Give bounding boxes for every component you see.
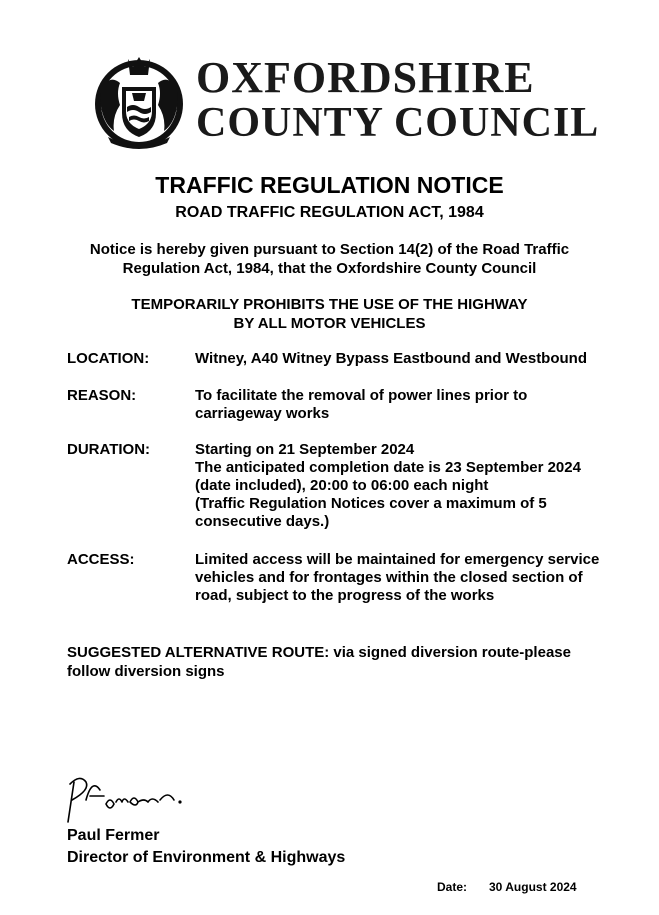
- duration-line: (date included), 20:00 to 06:00 each night: [195, 477, 489, 494]
- access-line: road, subject to the progress of the works: [195, 587, 495, 604]
- duration-label: DURATION:: [67, 441, 151, 458]
- council-crest-icon: [86, 49, 192, 151]
- intro-line: Notice is hereby given pursuant to Section 14(2) of the Road Traffic: [89, 241, 570, 258]
- council-name-line2: COUNTY COUNCIL: [196, 100, 600, 146]
- duration-value: [195, 441, 635, 531]
- council-name-line1: OXFORDSHIRE: [196, 53, 535, 102]
- signatory-name: Paul Fermer: [67, 827, 160, 844]
- access-value: [195, 551, 635, 605]
- alternative-route: [67, 643, 571, 681]
- prohibition-line: BY ALL MOTOR VEHICLES: [233, 315, 426, 332]
- prohibition-line: TEMPORARILY PROHIBITS THE USE OF THE HIGHWAY: [131, 296, 528, 313]
- prohibition-statement: [0, 295, 659, 333]
- reason-line: carriageway works: [195, 405, 330, 422]
- notice-subtitle: ROAD TRAFFIC REGULATION ACT, 1984: [175, 204, 484, 221]
- alternative-route-line: SUGGESTED ALTERNATIVE ROUTE: via signed diversion route-please: [67, 644, 571, 661]
- reason-value: [195, 387, 635, 423]
- reason-line: To facilitate the removal of power lines prior to: [195, 387, 528, 404]
- alternative-route-line: follow diversion signs: [67, 663, 225, 680]
- date-label: Date:: [437, 880, 468, 894]
- signatory-block: [67, 825, 345, 869]
- access-line: vehicles and for frontages within the closed section of: [195, 569, 583, 586]
- intro-line: Regulation Act, 1984, that the Oxfordshire County Council: [122, 260, 537, 277]
- location-label: LOCATION:: [67, 350, 150, 367]
- duration-line: consecutive days.): [195, 513, 330, 530]
- location-line: Witney, A40 Witney Bypass Eastbound and Westbound: [195, 350, 587, 367]
- access-label: ACCESS:: [67, 551, 135, 568]
- location-value: [195, 350, 635, 368]
- duration-line: The anticipated completion date is 23 September 2024: [195, 459, 581, 476]
- duration-line: (Traffic Regulation Notices cover a maximum of 5: [195, 495, 547, 512]
- handwritten-signature: [62, 770, 222, 828]
- notice-title: TRAFFIC REGULATION NOTICE: [155, 172, 504, 198]
- access-line: Limited access will be maintained for emergency service: [195, 551, 600, 568]
- reason-label: REASON:: [67, 387, 137, 404]
- date-value: 30 August 2024: [489, 880, 577, 894]
- intro-paragraph: [0, 240, 659, 278]
- signatory-title: Director of Environment & Highways: [67, 849, 346, 866]
- duration-line: Starting on 21 September 2024: [195, 441, 415, 458]
